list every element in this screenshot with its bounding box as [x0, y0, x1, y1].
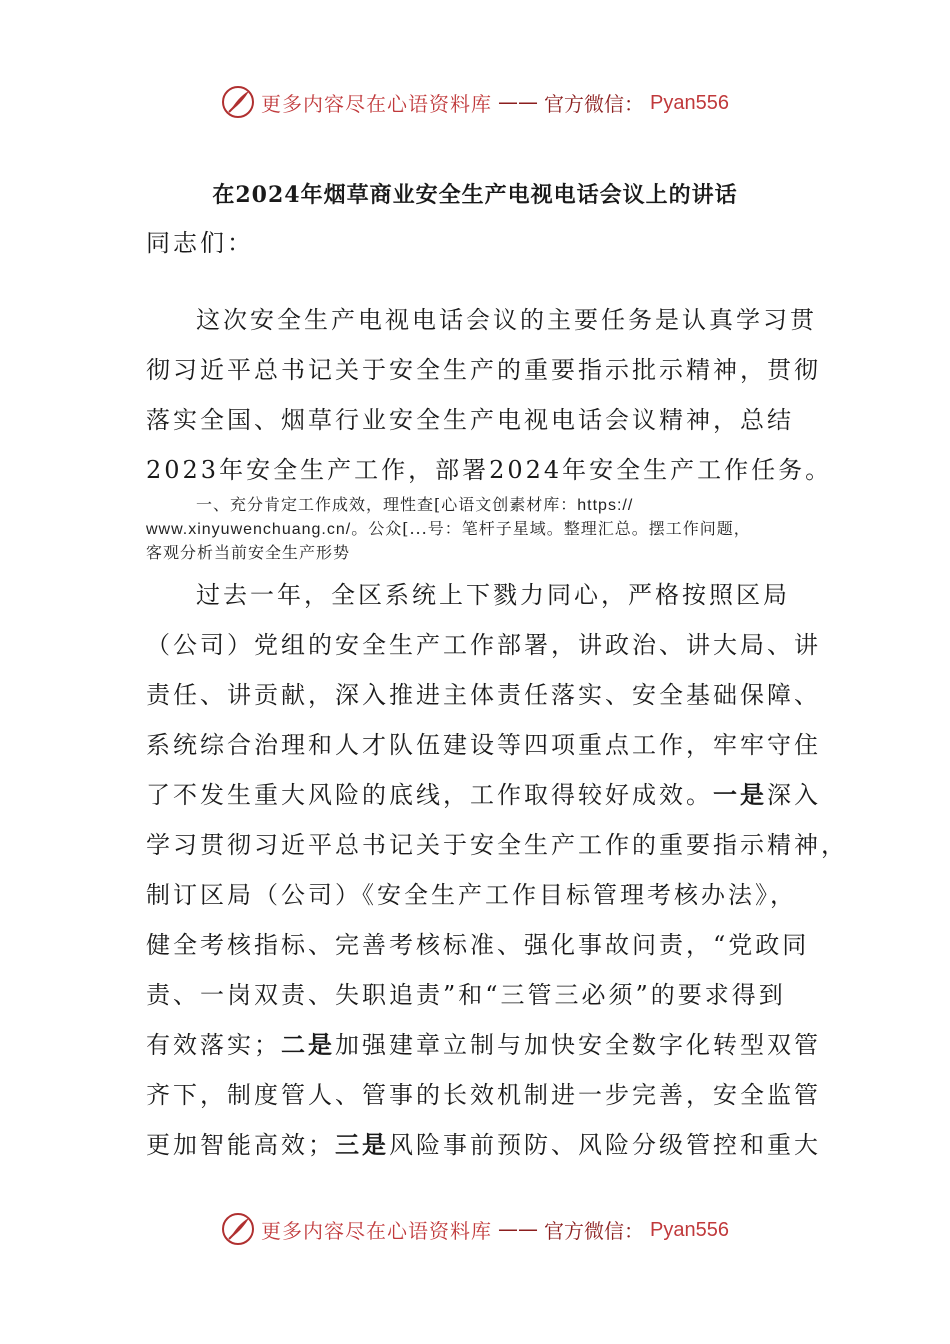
para2-line: 责任、讲贡献，深入推进主体责任落实、安全基础保障、 — [146, 681, 821, 709]
para2-line — [146, 1130, 821, 1160]
para2-bold-marker: 一是 — [713, 780, 767, 809]
banner-wechat-handle: Pyan556 — [650, 1218, 729, 1241]
para2-line: 制订区局（公司）《安全生产工作目标管理考核办法》， — [146, 881, 797, 909]
para1-line: 2023年安全生产工作，部署2024年安全生产工作任务。 — [146, 456, 833, 484]
heading-text: 。公众[...号：笔杆子星域。整理汇总。摆工作问题， — [351, 519, 751, 538]
quill-logo-icon — [221, 85, 255, 119]
section-heading-line — [196, 494, 633, 517]
heading-url: www.xinyuwenchuang.cn/ — [146, 521, 352, 538]
banner-wechat-handle: Pyan556 — [650, 91, 729, 114]
para2-line: 学习贯彻习近平总书记关于安全生产工作的重要指示精神， — [146, 831, 848, 859]
para2-text: 风险事前预防、风险分级管控和重大 — [389, 1131, 821, 1159]
footer-watermark-banner — [0, 1209, 950, 1249]
para2-text: 加强建章立制与加快安全数字化转型双管 — [335, 1031, 821, 1059]
section-heading-line — [146, 518, 751, 541]
para2-line: 齐下，制度管人、管事的长效机制进一步完善，安全监管 — [146, 1081, 821, 1109]
para2-line: 系统综合治理和人才队伍建设等四项重点工作，牢牢守住 — [146, 731, 821, 759]
heading-text: 一、充分肯定工作成效，理性查[心语文创素材库： — [196, 495, 578, 514]
para2-bold-marker: 二是 — [281, 1030, 335, 1059]
para2-line: 责、一岗双责、失职追责”和“三管三必须”的要求得到 — [146, 981, 786, 1009]
header-watermark-banner — [0, 82, 950, 122]
para2-line: （公司）党组的安全生产工作部署，讲政治、讲大局、讲 — [146, 631, 821, 659]
para2-text: 了不发生重大风险的底线，工作取得较好成效。 — [146, 781, 713, 809]
section-heading-line: 客观分析当前安全生产形势 — [146, 543, 351, 562]
para2-line: 健全考核指标、完善考核标准、强化事故问责，“党政同 — [146, 931, 810, 959]
para1-line: 彻习近平总书记关于安全生产的重要指示批示精神，贯彻 — [146, 356, 821, 384]
para2-bold-marker: 三是 — [335, 1130, 389, 1159]
para2-text: 有效落实； — [146, 1031, 281, 1059]
para1-line: 落实全国、烟草行业安全生产电视电话会议精神，总结 — [146, 406, 794, 434]
banner-separator: —— — [498, 90, 539, 114]
para2-line — [146, 1030, 821, 1060]
banner-slogan: 更多内容尽在心语资料库 — [261, 91, 493, 116]
banner-slogan: 更多内容尽在心语资料库 — [261, 1218, 493, 1243]
document-title: 在2024年烟草商业安全生产电视电话会议上的讲话 — [212, 182, 738, 208]
banner-wechat-label: 官方微信： — [544, 91, 645, 116]
para2-line — [146, 780, 821, 810]
salutation: 同志们： — [146, 229, 254, 257]
para1-line: 这次安全生产电视电话会议的主要任务是认真学习贯 — [196, 306, 817, 334]
quill-logo-icon — [221, 1212, 255, 1246]
heading-url: https:// — [577, 497, 634, 514]
para2-text: 深入 — [767, 781, 821, 809]
banner-wechat-label: 官方微信： — [544, 1218, 645, 1243]
banner-separator: —— — [498, 1217, 539, 1241]
para2-line: 过去一年，全区系统上下戮力同心，严格按照区局 — [196, 581, 790, 609]
para2-text: 更加智能高效； — [146, 1131, 335, 1159]
